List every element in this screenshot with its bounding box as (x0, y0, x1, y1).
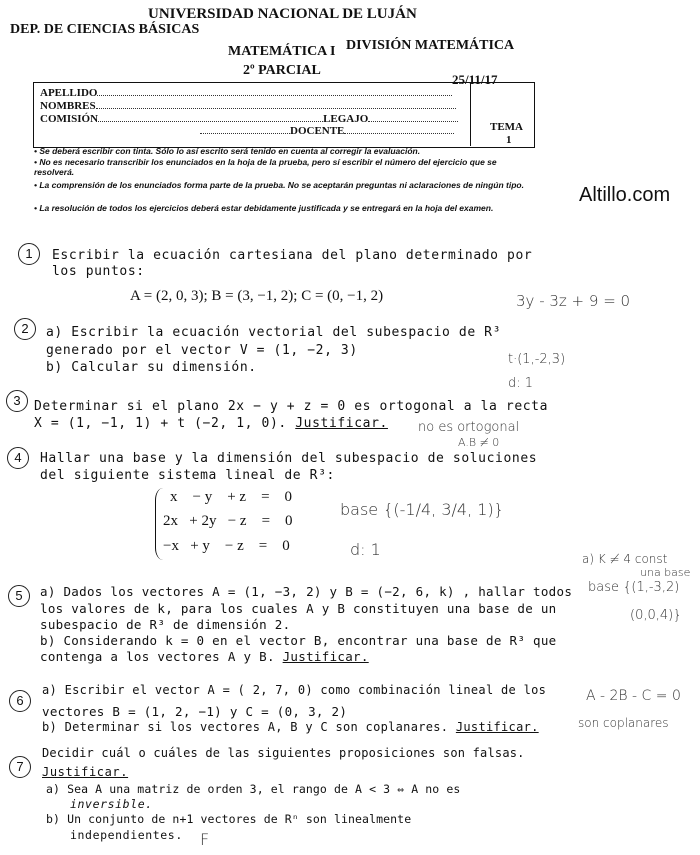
exercise-5-line3: subespacio de R³ de dimensión 2. (40, 617, 291, 632)
exercise-7-b1: b) Un conjunto de n+1 vectores de Rⁿ son linealmente (46, 812, 412, 826)
rule-3: • La comprensión de los enunciados forma parte de la prueba. No se aceptarán preguntas ni aclaraciones de ningún tipo. (34, 180, 524, 190)
exercise-2-number: 2 (14, 318, 36, 340)
tema-label: TEMA (490, 121, 523, 133)
exercise-5-line5 (40, 649, 369, 664)
exercise-2-line1: a) Escribir la ecuación vectorial del subespacio de R³ (46, 325, 502, 340)
tema-value: 1 (506, 134, 512, 146)
exercise-7-a2: inversible. (70, 797, 153, 811)
exercise-3-justify: Justificar. (295, 416, 388, 431)
exercise-2-answer2: d: 1 (508, 376, 534, 391)
docente-field[interactable] (200, 124, 454, 137)
exercise-4-line2: del siguiente sistema lineal de R³: (40, 468, 335, 483)
tema-box (470, 82, 534, 146)
exercise-5-line4: b) Considerando k = 0 en el vector B, encontrar una base de R³ que (40, 633, 557, 648)
exercise-4-line1: Hallar una base y la dimensión del subespacio de soluciones (40, 451, 538, 466)
exercise-2-answer1: t·(1,-2,3) (508, 352, 566, 367)
exercise-1-line2: los puntos: (52, 264, 145, 279)
exercise-1-points: A = (2, 0, 3); B = (3, −1, 2); C = (0, −1, 2) (130, 288, 384, 304)
exercise-1-answer: 3y - 3z + 9 = 0 (516, 292, 631, 310)
exercise-2-line3: b) Calcular su dimensión. (46, 360, 257, 375)
subject-title: MATEMÁTICA I (228, 44, 336, 59)
exercise-5-line5-text: contenga a los vectores A y B. (40, 649, 275, 664)
watermark: Altillo.com (579, 184, 671, 206)
exam-title: 2º PARCIAL (243, 63, 321, 78)
exercise-7-justify: Justificar. (42, 765, 129, 779)
exercise-5-answer1b: una base (640, 566, 691, 579)
exercise-4-answer2: d: 1 (350, 540, 381, 559)
exercise-4-number: 4 (7, 447, 29, 469)
exercise-3-answer1: no es ortogonal (418, 420, 520, 435)
exercise-5-line2: los valores de k, para los cuales A y B constituyen una base de un (40, 601, 557, 616)
exercise-6-line3-text: b) Determinar si los vectores A, B y C son coplanares. (42, 720, 449, 734)
apellido-label: APELLIDO (40, 87, 98, 99)
exercise-4-answer1: base {(-1/4, 3/4, 1)} (340, 500, 504, 519)
comision-label: COMISIÓN (40, 113, 99, 125)
exercise-5-answer3: (0,0,4)} (630, 608, 682, 623)
exam-date: 25/11/17 (452, 72, 498, 87)
exercise-1-line1: Escribir la ecuación cartesiana del plano determinado por (52, 248, 533, 263)
exercise-5-answer1: a) K ≠ 4 const (582, 552, 668, 566)
exercise-3-line2-text: X = (1, −1, 1) + t (−2, 1, 0). (34, 416, 287, 431)
exercise-6-line3 (42, 720, 539, 734)
exercise-3-line2 (34, 416, 388, 431)
exercise-6-line1: a) Escribir el vector A = ( 2, 7, 0) como combinación lineal de los (42, 683, 547, 697)
rule-2: • No es necesario transcribir los enunciados en la hoja de la prueba, pero sí escribir el número del ejercicio que se resolverá. (34, 157, 497, 177)
exercise-7-answer: F (200, 830, 210, 849)
exercise-6-answer2: son coplanares (578, 716, 669, 730)
exercise-6-justify: Justificar. (455, 720, 539, 734)
exercise-5-number: 5 (8, 585, 30, 607)
nombres-label: NOMBRES (40, 100, 96, 112)
university-name: UNIVERSIDAD NACIONAL DE LUJÁN (148, 6, 417, 22)
rule-1: • Se deberá escribir con tinta. Sólo lo así escrito será tenido en cuenta al corregir la evaluación. (34, 146, 421, 156)
exercise-5-line1: a) Dados los vectores A = (1, −3, 2) y B = (−2, 6, k) , hallar todos (40, 584, 573, 599)
rule-4: • La resolución de todos los ejercicios deberá estar debidamente justificada y se entregará en la hoja del examen. (34, 203, 494, 213)
docente-label: DOCENTE (290, 125, 345, 137)
exercise-5-justify: Justificar. (282, 649, 369, 664)
exercise-3-line1: Determinar si el plano 2x − y + z = 0 es ortogonal a la recta (34, 399, 549, 414)
exercise-2-line2: generado por el vector V = (1, −2, 3) (46, 343, 358, 358)
apellido-field[interactable] (40, 86, 452, 99)
system-row-3: −x + y − z = 0 (163, 538, 290, 554)
exercise-3-number: 3 (6, 390, 28, 412)
exercise-1-number: 1 (18, 243, 40, 265)
exercise-7-number: 7 (9, 756, 31, 778)
exercise-3-answer2: A.B ≠ 0 (458, 436, 500, 449)
legajo-label: LEGAJO (323, 113, 369, 125)
exercise-6-number: 6 (9, 690, 31, 712)
system-row-2: 2x + 2y − z = 0 (163, 513, 293, 529)
exercise-6-answer1: A - 2B - C = 0 (586, 688, 681, 704)
exercise-7-line1: Decidir cuál o cuáles de las siguientes proposiciones son falsas. (42, 746, 525, 760)
division-name: DIVISIÓN MATEMÁTICA (346, 38, 515, 53)
exercise-7-a1: a) Sea A una matriz de orden 3, el rango de A < 3 ⇔ A no es (46, 782, 461, 796)
exercise-6-line2: vectores B = (1, 2, −1) y C = (0, 3, 2) (42, 704, 348, 719)
nombres-field[interactable] (40, 99, 456, 112)
system-row-1: x − y + z = 0 (170, 489, 293, 505)
department-name: DEP. DE CIENCIAS BÁSICAS (10, 22, 200, 37)
exercise-5-answer2: base {(1,-3,2) (588, 580, 680, 595)
exercise-7-b2: independientes. (70, 828, 183, 842)
